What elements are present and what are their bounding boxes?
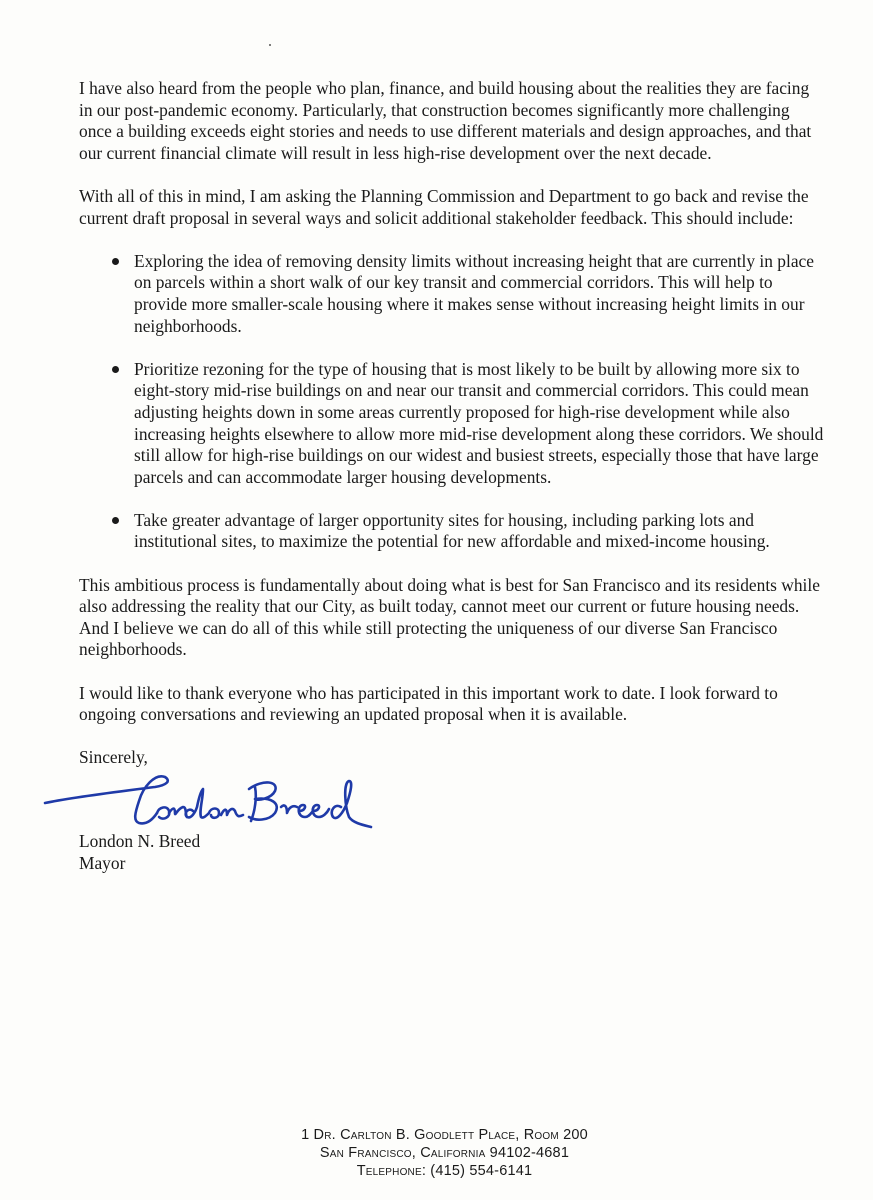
list-item-text: Exploring the idea of removing density limits without increasing height that are currently in place on parcels within a short walk of our key transit and commercial corridors. This will help to provide more smaller-scale housing where it makes sense without increasing height limits in our neighborhoods. [134,250,814,336]
list-item [79,251,824,337]
paragraph-industry-realities: I have also heard from the people who plan, finance, and build housing about the realities they are facing in our post-pandemic economy. Particularly, that construction becomes significantly more challenging once a building exceeds eight stories and needs to use different materials and design approaches, and that our current financial climate will result in less high-rise development over the next decade. [79,78,812,163]
list-item-text: Take greater advantage of larger opportunity sites for housing, including parking lots and institutional sites, to maximize the potential for new affordable and mixed-income housing. [134,509,770,552]
footer-address-line: 1 Dr. Carlton B. Goodlett Place, Room 200 [301,1127,588,1143]
paragraph-request: With all of this in mind, I am asking the Planning Commission and Department to go back and revise the current draft proposal in several ways and solicit additional stakeholder feedback. This should include: [79,185,809,228]
signer-name: London N. Breed [79,831,201,851]
footer-telephone-line: Telephone: (415) 554-6141 [356,1163,533,1179]
letterhead-footer [0,1126,873,1180]
list-item [79,359,824,489]
request-list [79,251,824,553]
paragraph-thanks: I would like to thank everyone who has participated in this important work to date. I look forward to ongoing conversations and reviewing an updated proposal when it is available. [79,682,778,725]
signer-title: Mayor [79,852,126,873]
signature-icon [43,767,373,833]
bullet-icon [112,517,119,524]
list-item [79,510,824,553]
salutation: Sincerely, [79,747,148,768]
bullet-icon [112,258,119,265]
scan-speck [269,44,271,46]
letter-body [79,78,824,874]
list-item-text: Prioritize rezoning for the type of housing that is most likely to be built by allowing more six to eight-story mid-rise buildings on and near our transit and commercial corridors. This could mean adjusting heights down in some areas currently proposed for high-rise development while also increasing heights elsewhere to allow more mid-rise development along these corridors. We should still allow for high-rise buildings on our widest and busiest streets, especially those that have large parcels and can accommodate larger housing developments. [134,358,824,487]
footer-city-line: San Francisco, California 94102-4681 [319,1145,570,1161]
bullet-icon [112,366,119,373]
paragraph-ambitious-process: This ambitious process is fundamentally about doing what is best for San Francisco and its residents while also addressing the reality that our City, as built today, cannot meet our current or future housing needs. And I believe we can do all of this while still protecting the uniqueness of our diverse San Francisco neighborhoods. [79,574,820,660]
